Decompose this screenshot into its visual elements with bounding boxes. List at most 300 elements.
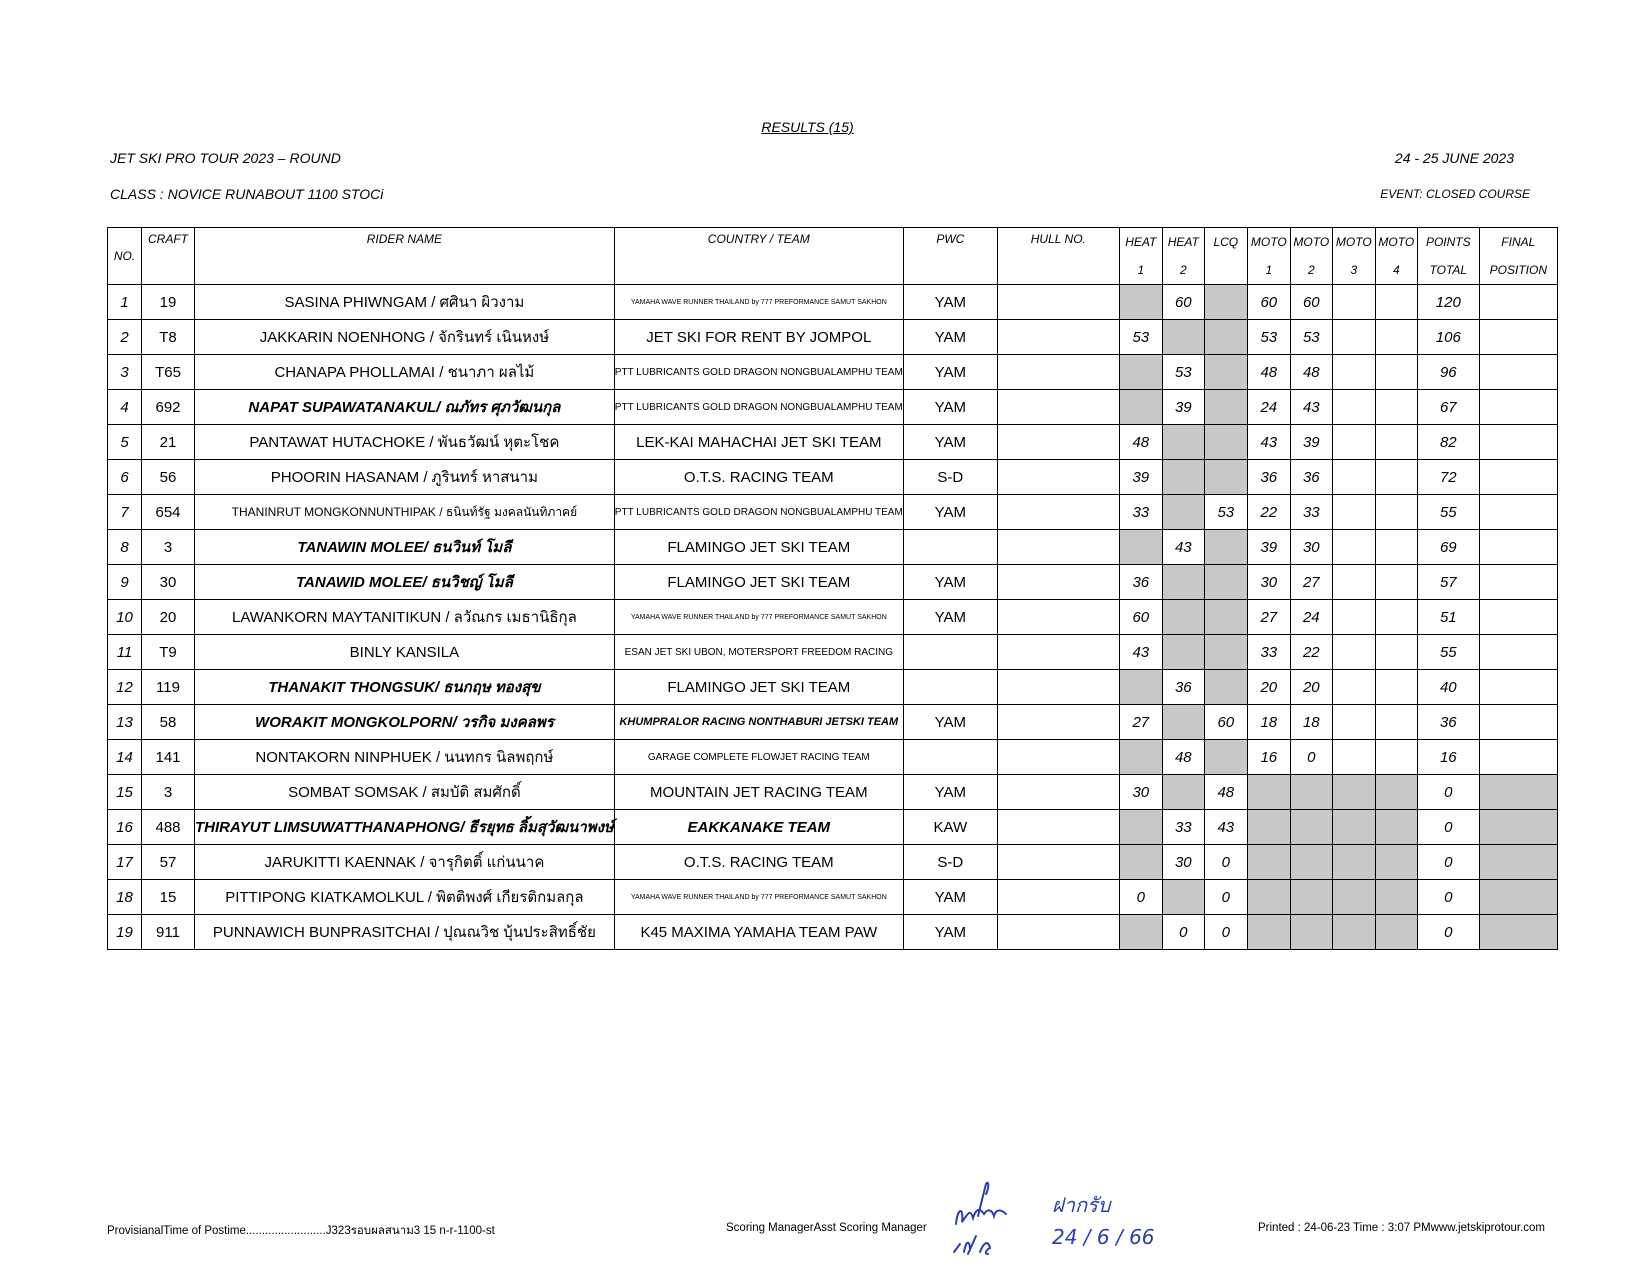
cell-heat1: 27	[1119, 705, 1162, 740]
header-moto4: MOTO	[1375, 228, 1417, 257]
cell-moto3	[1332, 530, 1375, 565]
cell-heat2: 48	[1162, 740, 1204, 775]
cell-moto1: 20	[1247, 670, 1290, 705]
header-final: FINAL	[1479, 228, 1557, 257]
cell-lcq: 48	[1204, 775, 1247, 810]
cell-lcq	[1204, 600, 1247, 635]
cell-heat1	[1119, 810, 1162, 845]
cell-moto3	[1332, 285, 1375, 320]
cell-craft: 21	[142, 425, 195, 460]
cell-final	[1479, 565, 1557, 600]
cell-moto2: 48	[1290, 355, 1332, 390]
table-row	[108, 530, 1558, 565]
table-row	[108, 775, 1558, 810]
cell-lcq	[1204, 530, 1247, 565]
cell-points: 67	[1417, 390, 1479, 425]
cell-team: ESAN JET SKI UBON, MOTERSPORT FREEDOM RACING	[614, 635, 903, 670]
cell-lcq	[1204, 355, 1247, 390]
cell-no: 1	[108, 285, 142, 320]
cell-craft: 3	[142, 775, 195, 810]
cell-hull	[997, 775, 1119, 810]
cell-lcq	[1204, 740, 1247, 775]
table-row	[108, 565, 1558, 600]
cell-craft: 488	[142, 810, 195, 845]
cell-final	[1479, 880, 1557, 915]
cell-points: 0	[1417, 845, 1479, 880]
cell-pwc: YAM	[903, 495, 997, 530]
cell-moto4	[1375, 705, 1417, 740]
cell-heat2	[1162, 635, 1204, 670]
cell-craft: 692	[142, 390, 195, 425]
cell-pwc: YAM	[903, 705, 997, 740]
cell-pwc: YAM	[903, 600, 997, 635]
cell-heat1: 48	[1119, 425, 1162, 460]
cell-heat1: 30	[1119, 775, 1162, 810]
cell-points: 82	[1417, 425, 1479, 460]
cell-moto2: 24	[1290, 600, 1332, 635]
header-points-total: TOTAL	[1417, 256, 1479, 285]
cell-points: 36	[1417, 705, 1479, 740]
cell-heat2	[1162, 600, 1204, 635]
cell-moto1: 53	[1247, 320, 1290, 355]
table-row	[108, 460, 1558, 495]
cell-team: PTT LUBRICANTS GOLD DRAGON NONGBUALAMPHU TEAM	[614, 495, 903, 530]
cell-final	[1479, 320, 1557, 355]
cell-hull	[997, 705, 1119, 740]
cell-lcq	[1204, 565, 1247, 600]
signature-text-2: 24 / 6 / 66	[1052, 1225, 1155, 1249]
cell-team: PTT LUBRICANTS GOLD DRAGON NONGBUALAMPHU TEAM	[614, 355, 903, 390]
table-row	[108, 635, 1558, 670]
header-heat2: HEAT	[1162, 228, 1204, 257]
cell-no: 15	[108, 775, 142, 810]
results-title: RESULTS (15)	[761, 119, 854, 135]
cell-moto1: 30	[1247, 565, 1290, 600]
cell-team: MOUNTAIN JET RACING TEAM	[614, 775, 903, 810]
cell-rider: JARUKITTI KAENNAK / จารุกิตติ์ แก่นนาค	[195, 845, 615, 880]
cell-moto3	[1332, 810, 1375, 845]
cell-heat1	[1119, 390, 1162, 425]
cell-heat2	[1162, 705, 1204, 740]
cell-no: 4	[108, 390, 142, 425]
cell-heat2: 53	[1162, 355, 1204, 390]
cell-heat1	[1119, 530, 1162, 565]
cell-lcq: 53	[1204, 495, 1247, 530]
cell-craft: 654	[142, 495, 195, 530]
cell-pwc: YAM	[903, 320, 997, 355]
cell-moto2: 22	[1290, 635, 1332, 670]
cell-final	[1479, 705, 1557, 740]
table-row	[108, 705, 1558, 740]
header-moto1-num: 1	[1247, 256, 1290, 285]
cell-moto3	[1332, 600, 1375, 635]
cell-points: 69	[1417, 530, 1479, 565]
cell-no: 9	[108, 565, 142, 600]
cell-team: YAMAHA WAVE RUNNER THAILAND by 777 PREFORMANCE SAMUT SAKHON	[614, 285, 903, 320]
cell-points: 40	[1417, 670, 1479, 705]
cell-craft: 30	[142, 565, 195, 600]
cell-moto1: 24	[1247, 390, 1290, 425]
cell-moto1: 48	[1247, 355, 1290, 390]
cell-team: JET SKI FOR RENT BY JOMPOL	[614, 320, 903, 355]
cell-lcq	[1204, 285, 1247, 320]
cell-moto4	[1375, 845, 1417, 880]
cell-final	[1479, 530, 1557, 565]
cell-moto1	[1247, 915, 1290, 950]
cell-lcq: 43	[1204, 810, 1247, 845]
cell-moto4	[1375, 565, 1417, 600]
cell-hull	[997, 915, 1119, 950]
cell-moto4	[1375, 635, 1417, 670]
cell-pwc	[903, 670, 997, 705]
cell-moto3	[1332, 845, 1375, 880]
table-row	[108, 880, 1558, 915]
cell-moto3	[1332, 705, 1375, 740]
cell-heat1: 0	[1119, 880, 1162, 915]
cell-rider: TANAWID MOLEE/ ธนวิชญ์ โมลี	[195, 565, 615, 600]
table-row	[108, 285, 1558, 320]
cell-heat1: 60	[1119, 600, 1162, 635]
cell-moto3	[1332, 670, 1375, 705]
cell-hull	[997, 565, 1119, 600]
cell-moto4	[1375, 390, 1417, 425]
cell-points: 106	[1417, 320, 1479, 355]
header-moto3-num: 3	[1332, 256, 1375, 285]
cell-no: 3	[108, 355, 142, 390]
signature-scoring-manager	[954, 1183, 1006, 1254]
cell-final	[1479, 355, 1557, 390]
cell-points: 55	[1417, 635, 1479, 670]
cell-pwc: KAW	[903, 810, 997, 845]
cell-rider: SASINA PHIWNGAM / ศศินา ผิวงาม	[195, 285, 615, 320]
cell-moto1: 43	[1247, 425, 1290, 460]
cell-rider: THIRAYUT LIMSUWATTHANAPHONG/ ธีรยุทธ ลิ้มสุวัฒนาพงษ์	[195, 810, 615, 845]
cell-heat1	[1119, 845, 1162, 880]
cell-rider: PITTIPONG KIATKAMOLKUL / พิตติพงศ์ เกียรติกมลกุล	[195, 880, 615, 915]
cell-heat1: 43	[1119, 635, 1162, 670]
cell-heat1: 53	[1119, 320, 1162, 355]
cell-final	[1479, 670, 1557, 705]
header-points: POINTS	[1417, 228, 1479, 257]
cell-hull	[997, 740, 1119, 775]
table-row	[108, 600, 1558, 635]
cell-points: 55	[1417, 495, 1479, 530]
cell-craft: 911	[142, 915, 195, 950]
cell-lcq: 0	[1204, 915, 1247, 950]
cell-moto3	[1332, 355, 1375, 390]
cell-pwc: YAM	[903, 355, 997, 390]
cell-no: 6	[108, 460, 142, 495]
cell-moto2: 30	[1290, 530, 1332, 565]
cell-moto2	[1290, 845, 1332, 880]
cell-heat2	[1162, 775, 1204, 810]
header-no: NO.	[108, 228, 142, 285]
cell-moto2: 36	[1290, 460, 1332, 495]
cell-points: 0	[1417, 880, 1479, 915]
cell-points: 120	[1417, 285, 1479, 320]
cell-no: 7	[108, 495, 142, 530]
cell-moto2: 33	[1290, 495, 1332, 530]
cell-heat1	[1119, 915, 1162, 950]
cell-craft: 57	[142, 845, 195, 880]
cell-final	[1479, 740, 1557, 775]
cell-final	[1479, 285, 1557, 320]
footer-provisional: ProvisianalTime of Postime.........................J323รอบผลสนาม3 15 n-r-1100-st	[107, 1225, 495, 1237]
table-row	[108, 320, 1558, 355]
cell-pwc: YAM	[903, 775, 997, 810]
cell-heat2: 60	[1162, 285, 1204, 320]
cell-moto3	[1332, 915, 1375, 950]
event-type: EVENT: CLOSED COURSE	[1380, 187, 1530, 201]
cell-moto3	[1332, 565, 1375, 600]
cell-craft: 119	[142, 670, 195, 705]
table-row	[108, 845, 1558, 880]
cell-moto2: 39	[1290, 425, 1332, 460]
cell-lcq	[1204, 390, 1247, 425]
cell-moto1	[1247, 810, 1290, 845]
cell-craft: 15	[142, 880, 195, 915]
cell-hull	[997, 530, 1119, 565]
header-heat1-num: 1	[1119, 256, 1162, 285]
cell-no: 5	[108, 425, 142, 460]
cell-moto4	[1375, 425, 1417, 460]
cell-rider: SOMBAT SOMSAK / สมบัติ สมศักดิ์	[195, 775, 615, 810]
cell-moto1: 18	[1247, 705, 1290, 740]
table-row	[108, 670, 1558, 705]
table-row	[108, 915, 1558, 950]
cell-lcq	[1204, 460, 1247, 495]
footer-printed: Printed : 24-06-23 Time : 3:07 PMwww.jetskiprotour.com	[1258, 1222, 1545, 1234]
cell-heat2	[1162, 460, 1204, 495]
header-heat2-num: 2	[1162, 256, 1204, 285]
cell-pwc: YAM	[903, 880, 997, 915]
cell-moto4	[1375, 285, 1417, 320]
cell-moto2: 43	[1290, 390, 1332, 425]
cell-team: O.T.S. RACING TEAM	[614, 845, 903, 880]
cell-final	[1479, 915, 1557, 950]
table-row	[108, 740, 1558, 775]
cell-team: O.T.S. RACING TEAM	[614, 460, 903, 495]
cell-final	[1479, 775, 1557, 810]
cell-no: 13	[108, 705, 142, 740]
cell-final	[1479, 810, 1557, 845]
cell-moto4	[1375, 495, 1417, 530]
cell-team: FLAMINGO JET SKI TEAM	[614, 530, 903, 565]
cell-no: 11	[108, 635, 142, 670]
cell-hull	[997, 495, 1119, 530]
cell-moto4	[1375, 915, 1417, 950]
header-heat1: HEAT	[1119, 228, 1162, 257]
cell-moto2: 20	[1290, 670, 1332, 705]
cell-final	[1479, 495, 1557, 530]
cell-no: 14	[108, 740, 142, 775]
cell-heat1	[1119, 285, 1162, 320]
cell-hull	[997, 880, 1119, 915]
cell-team: PTT LUBRICANTS GOLD DRAGON NONGBUALAMPHU TEAM	[614, 390, 903, 425]
cell-moto4	[1375, 775, 1417, 810]
header-moto2: MOTO	[1290, 228, 1332, 257]
cell-points: 51	[1417, 600, 1479, 635]
cell-lcq	[1204, 320, 1247, 355]
cell-moto3	[1332, 320, 1375, 355]
cell-hull	[997, 320, 1119, 355]
cell-points: 0	[1417, 915, 1479, 950]
cell-craft: 20	[142, 600, 195, 635]
cell-hull	[997, 670, 1119, 705]
cell-heat1	[1119, 670, 1162, 705]
cell-points: 72	[1417, 460, 1479, 495]
cell-moto1: 16	[1247, 740, 1290, 775]
cell-heat2	[1162, 495, 1204, 530]
cell-hull	[997, 600, 1119, 635]
cell-no: 19	[108, 915, 142, 950]
cell-moto1	[1247, 880, 1290, 915]
cell-moto2	[1290, 915, 1332, 950]
cell-rider: NONTAKORN NINPHUEK / นนทกร นิลพฤกษ์	[195, 740, 615, 775]
cell-moto1	[1247, 845, 1290, 880]
cell-heat2: 0	[1162, 915, 1204, 950]
cell-team: FLAMINGO JET SKI TEAM	[614, 565, 903, 600]
cell-moto4	[1375, 740, 1417, 775]
table-row	[108, 810, 1558, 845]
header-craft: CRAFT	[142, 228, 195, 285]
cell-heat1: 39	[1119, 460, 1162, 495]
cell-moto3	[1332, 635, 1375, 670]
cell-moto4	[1375, 880, 1417, 915]
cell-moto1: 36	[1247, 460, 1290, 495]
signature-text-1: ฝากรับ	[1052, 1193, 1111, 1217]
cell-hull	[997, 390, 1119, 425]
cell-pwc: S-D	[903, 460, 997, 495]
cell-craft: T65	[142, 355, 195, 390]
cell-points: 0	[1417, 810, 1479, 845]
cell-hull	[997, 425, 1119, 460]
cell-lcq: 60	[1204, 705, 1247, 740]
results-table	[107, 227, 1558, 950]
header-moto3: MOTO	[1332, 228, 1375, 257]
cell-moto1	[1247, 775, 1290, 810]
class-name: CLASS : NOVICE RUNABOUT 1100 STOCi	[110, 186, 384, 202]
cell-moto1: 27	[1247, 600, 1290, 635]
cell-heat2: 30	[1162, 845, 1204, 880]
cell-heat2	[1162, 425, 1204, 460]
cell-lcq	[1204, 425, 1247, 460]
cell-moto4	[1375, 320, 1417, 355]
cell-moto2: 18	[1290, 705, 1332, 740]
cell-hull	[997, 635, 1119, 670]
table-row	[108, 355, 1558, 390]
cell-lcq: 0	[1204, 880, 1247, 915]
cell-lcq	[1204, 635, 1247, 670]
event-date: 24 - 25 JUNE 2023	[1394, 150, 1514, 166]
cell-moto3	[1332, 460, 1375, 495]
header-pwc: PWC	[903, 228, 997, 285]
cell-moto1: 39	[1247, 530, 1290, 565]
event-name: JET SKI PRO TOUR 2023 – ROUND	[110, 150, 341, 166]
table-row	[108, 390, 1558, 425]
cell-moto2: 60	[1290, 285, 1332, 320]
header-moto2-num: 2	[1290, 256, 1332, 285]
cell-hull	[997, 460, 1119, 495]
cell-rider: CHANAPA PHOLLAMAI / ชนาภา ผลไม้	[195, 355, 615, 390]
cell-team: YAMAHA WAVE RUNNER THAILAND by 777 PREFORMANCE SAMUT SAKHON	[614, 880, 903, 915]
cell-lcq: 0	[1204, 845, 1247, 880]
cell-rider: TANAWIN MOLEE/ ธนวินท์ โมลี	[195, 530, 615, 565]
cell-heat1: 36	[1119, 565, 1162, 600]
cell-moto4	[1375, 600, 1417, 635]
cell-heat2	[1162, 565, 1204, 600]
cell-pwc	[903, 530, 997, 565]
cell-no: 12	[108, 670, 142, 705]
cell-heat2	[1162, 880, 1204, 915]
cell-moto2: 53	[1290, 320, 1332, 355]
cell-hull	[997, 810, 1119, 845]
cell-no: 18	[108, 880, 142, 915]
cell-moto2	[1290, 880, 1332, 915]
cell-points: 57	[1417, 565, 1479, 600]
cell-no: 10	[108, 600, 142, 635]
cell-points: 16	[1417, 740, 1479, 775]
cell-no: 17	[108, 845, 142, 880]
cell-team: EAKKANAKE TEAM	[614, 810, 903, 845]
cell-hull	[997, 845, 1119, 880]
cell-pwc: YAM	[903, 565, 997, 600]
signatures	[940, 1178, 1155, 1258]
cell-rider: WORAKIT MONGKOLPORN/ วรกิจ มงคลพร	[195, 705, 615, 740]
cell-no: 8	[108, 530, 142, 565]
header-final-position: POSITION	[1479, 256, 1557, 285]
cell-pwc	[903, 740, 997, 775]
header-country-team: COUNTRY / TEAM	[614, 228, 903, 285]
cell-moto3	[1332, 495, 1375, 530]
cell-craft: T9	[142, 635, 195, 670]
cell-rider: PUNNAWICH BUNPRASITCHAI / ปุณณวิช บุ้นประสิทธิ์ชัย	[195, 915, 615, 950]
cell-moto4	[1375, 355, 1417, 390]
cell-heat2: 43	[1162, 530, 1204, 565]
cell-pwc	[903, 635, 997, 670]
header-moto1: MOTO	[1247, 228, 1290, 257]
cell-rider: NAPAT SUPAWATANAKUL/ ณภัทร ศุภวัฒนกุล	[195, 390, 615, 425]
cell-rider: BINLY KANSILA	[195, 635, 615, 670]
cell-heat1: 33	[1119, 495, 1162, 530]
header-lcq-blank	[1204, 256, 1247, 285]
header-rider-name: RIDER NAME	[195, 228, 615, 285]
cell-hull	[997, 285, 1119, 320]
cell-rider: THANINRUT MONGKONNUNTHIPAK / ธนินท์รัฐ มงคลนันทิภาคย์	[195, 495, 615, 530]
cell-final	[1479, 390, 1557, 425]
cell-moto2	[1290, 810, 1332, 845]
cell-rider: THANAKIT THONGSUK/ ธนกฤษ ทองสุข	[195, 670, 615, 705]
cell-moto3	[1332, 740, 1375, 775]
cell-no: 2	[108, 320, 142, 355]
cell-moto1: 22	[1247, 495, 1290, 530]
cell-hull	[997, 355, 1119, 390]
cell-rider: PHOORIN HASANAM / ภูรินทร์ หาสนาม	[195, 460, 615, 495]
cell-moto3	[1332, 390, 1375, 425]
cell-heat2	[1162, 320, 1204, 355]
cell-moto3	[1332, 425, 1375, 460]
cell-moto1: 33	[1247, 635, 1290, 670]
cell-pwc: YAM	[903, 285, 997, 320]
cell-craft: 56	[142, 460, 195, 495]
cell-craft: 141	[142, 740, 195, 775]
cell-moto1: 60	[1247, 285, 1290, 320]
cell-heat2: 39	[1162, 390, 1204, 425]
cell-final	[1479, 460, 1557, 495]
cell-final	[1479, 845, 1557, 880]
cell-team: YAMAHA WAVE RUNNER THAILAND by 777 PREFORMANCE SAMUT SAKHON	[614, 600, 903, 635]
cell-final	[1479, 425, 1557, 460]
